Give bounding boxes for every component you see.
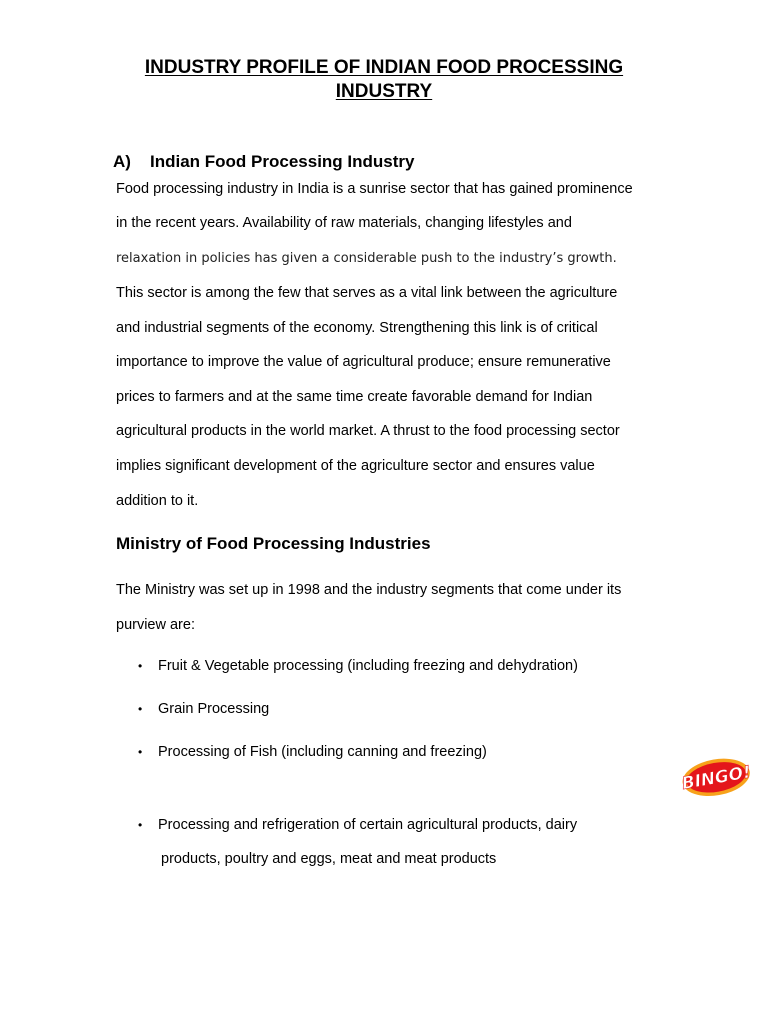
section-a-marker: A) — [113, 152, 131, 171]
list-item-continuation: products, poultry and eggs, meat and meat products — [161, 851, 497, 867]
bullet-icon: • — [138, 745, 143, 759]
page-title-line-2: INDUSTRY — [335, 81, 433, 102]
intro-line: The Ministry was set up in 1998 and the industry segments that come under its — [116, 582, 622, 598]
paragraph-line: importance to improve the value of agricultural produce; ensure remunerative — [116, 354, 611, 370]
intro-line: purview are: — [116, 617, 195, 633]
list-item — [138, 815, 577, 835]
list-item — [138, 656, 578, 676]
list-item-text: Grain Processing — [158, 701, 270, 717]
paragraph-line: Food processing industry in India is a sunrise sector that has gained prominence — [116, 181, 633, 197]
paragraph-line: addition to it. — [116, 493, 199, 509]
list-item — [138, 699, 269, 719]
paragraph-line: agricultural products in the world market. A thrust to the food processing sector — [116, 423, 620, 439]
logo-text: BINGO! — [680, 762, 753, 795]
section-b-heading: Ministry of Food Processing Industries — [116, 534, 431, 553]
paragraph-line: prices to farmers and at the same time create favorable demand for Indian — [116, 389, 593, 405]
page-title-line-1: INDUSTRY PROFILE OF INDIAN FOOD PROCESSING — [144, 57, 624, 78]
list-item-text: Processing and refrigeration of certain agricultural products, dairy — [158, 817, 578, 833]
list-item — [138, 742, 487, 762]
paragraph-line: and industrial segments of the economy. Strengthening this link is of critical — [116, 320, 598, 336]
bullet-icon: • — [138, 818, 143, 832]
list-item-text: Processing of Fish (including canning and freezing) — [158, 744, 487, 760]
section-a-heading-text: Indian Food Processing Industry — [150, 152, 415, 171]
bullet-icon: • — [138, 659, 143, 673]
paragraph-line: implies significant development of the agriculture sector and ensures value — [116, 458, 595, 474]
list-item-text: Fruit & Vegetable processing (including freezing and dehydration) — [158, 658, 578, 674]
paragraph-line: in the recent years. Availability of raw materials, changing lifestyles and — [116, 215, 572, 231]
section-a-heading — [113, 151, 414, 173]
page-title — [0, 56, 768, 104]
paragraph-line: This sector is among the few that serves as a vital link between the agriculture — [116, 285, 618, 301]
bingo-logo — [680, 752, 756, 800]
bullet-icon: • — [138, 702, 143, 716]
paragraph-line: relaxation in policies has given a considerable push to the industry’s growth. — [116, 251, 617, 266]
